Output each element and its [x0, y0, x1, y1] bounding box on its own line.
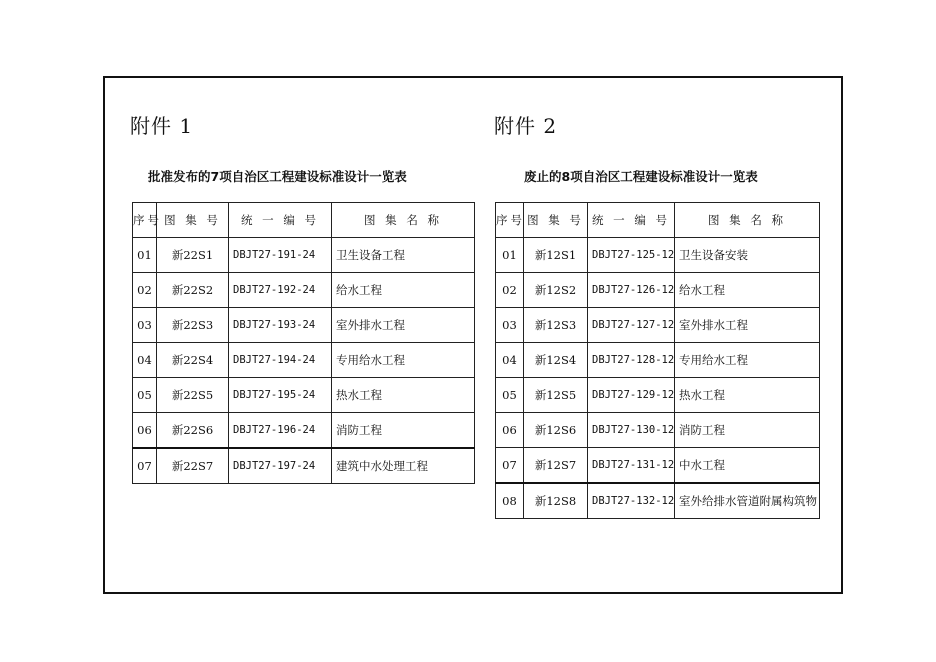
- header-atlas-name: 图 集 名 称: [332, 203, 475, 238]
- table-row: [496, 378, 820, 413]
- appendix-2-section: [494, 112, 817, 508]
- cell-atlas-name: 卫生设备安装: [675, 238, 820, 273]
- table-header-row: [496, 203, 820, 238]
- cell-atlas-name: 中水工程: [675, 448, 820, 484]
- cell-atlas-no: 新12S5: [524, 378, 588, 413]
- cell-seq: 03: [496, 308, 524, 343]
- table-row: [496, 483, 820, 519]
- cell-unified-no: DBJT27-192-24: [229, 273, 332, 308]
- cell-atlas-no: 新22S3: [157, 308, 229, 343]
- table-header-row: [133, 203, 475, 238]
- cell-seq: 01: [496, 238, 524, 273]
- cell-unified-no: DBJT27-197-24: [229, 448, 332, 484]
- cell-atlas-no: 新12S3: [524, 308, 588, 343]
- cell-atlas-no: 新12S1: [524, 238, 588, 273]
- cell-atlas-name: 热水工程: [332, 378, 475, 413]
- cell-atlas-no: 新12S6: [524, 413, 588, 448]
- cell-unified-no: DBJT27-132-12: [588, 483, 675, 519]
- appendix-2-table-title: 废止的8项自治区工程建设标准设计一览表: [524, 169, 758, 184]
- cell-atlas-no: 新12S8: [524, 483, 588, 519]
- cell-atlas-name: 专用给水工程: [332, 343, 475, 378]
- cell-unified-no: DBJT27-131-12: [588, 448, 675, 484]
- cell-atlas-name: 消防工程: [675, 413, 820, 448]
- appendix-1-heading: 附件 1: [130, 114, 194, 138]
- header-unified-no: 统 一 编 号: [229, 203, 332, 238]
- cell-atlas-no: 新12S2: [524, 273, 588, 308]
- cell-seq: 06: [133, 413, 157, 449]
- appendix-1-section: [130, 112, 442, 473]
- cell-atlas-name: 热水工程: [675, 378, 820, 413]
- cell-seq: 04: [496, 343, 524, 378]
- cell-seq: 04: [133, 343, 157, 378]
- cell-seq: 05: [496, 378, 524, 413]
- cell-atlas-name: 消防工程: [332, 413, 475, 449]
- table-row: [496, 238, 820, 273]
- cell-seq: 05: [133, 378, 157, 413]
- table-row: [133, 273, 475, 308]
- cell-seq: 07: [496, 448, 524, 484]
- cell-atlas-name: 室外给排水管道附属构筑物: [675, 483, 820, 519]
- cell-atlas-name: 卫生设备工程: [332, 238, 475, 273]
- appendix-1-table-title: 批准发布的7项自治区工程建设标准设计一览表: [148, 169, 407, 184]
- header-seq: 序号: [133, 203, 157, 238]
- appendix-2-heading: 附件 2: [494, 114, 558, 138]
- cell-unified-no: DBJT27-191-24: [229, 238, 332, 273]
- cell-seq: 06: [496, 413, 524, 448]
- header-atlas-no: 图 集 号: [524, 203, 588, 238]
- cell-seq: 02: [496, 273, 524, 308]
- cell-atlas-no: 新12S7: [524, 448, 588, 484]
- cell-unified-no: DBJT27-194-24: [229, 343, 332, 378]
- cell-unified-no: DBJT27-195-24: [229, 378, 332, 413]
- cell-atlas-name: 室外排水工程: [675, 308, 820, 343]
- cell-seq: 02: [133, 273, 157, 308]
- cell-unified-no: DBJT27-130-12: [588, 413, 675, 448]
- table-row: [496, 343, 820, 378]
- cell-atlas-no: 新22S7: [157, 448, 229, 484]
- cell-atlas-name: 室外排水工程: [332, 308, 475, 343]
- table-row: [133, 448, 475, 484]
- header-seq: 序号: [496, 203, 524, 238]
- header-atlas-no: 图 集 号: [157, 203, 229, 238]
- cell-atlas-no: 新22S2: [157, 273, 229, 308]
- cell-unified-no: DBJT27-128-12: [588, 343, 675, 378]
- cell-unified-no: DBJT27-196-24: [229, 413, 332, 449]
- cell-seq: 08: [496, 483, 524, 519]
- table-row: [496, 413, 820, 448]
- cell-atlas-name: 专用给水工程: [675, 343, 820, 378]
- cell-unified-no: DBJT27-127-12: [588, 308, 675, 343]
- cell-atlas-no: 新12S4: [524, 343, 588, 378]
- table-row: [496, 448, 820, 484]
- table-row: [133, 238, 475, 273]
- table-row: [133, 308, 475, 343]
- cell-atlas-name: 给水工程: [332, 273, 475, 308]
- cell-unified-no: DBJT27-125-12: [588, 238, 675, 273]
- cell-seq: 03: [133, 308, 157, 343]
- cell-unified-no: DBJT27-193-24: [229, 308, 332, 343]
- cell-atlas-no: 新22S4: [157, 343, 229, 378]
- cell-unified-no: DBJT27-126-12: [588, 273, 675, 308]
- cell-unified-no: DBJT27-129-12: [588, 378, 675, 413]
- table-row: [133, 343, 475, 378]
- appendix-2-table: [495, 202, 820, 519]
- cell-atlas-name: 给水工程: [675, 273, 820, 308]
- table-row: [133, 378, 475, 413]
- cell-seq: 01: [133, 238, 157, 273]
- cell-seq: 07: [133, 448, 157, 484]
- header-atlas-name: 图 集 名 称: [675, 203, 820, 238]
- cell-atlas-no: 新22S6: [157, 413, 229, 449]
- cell-atlas-no: 新22S5: [157, 378, 229, 413]
- table-row: [496, 273, 820, 308]
- cell-atlas-no: 新22S1: [157, 238, 229, 273]
- header-unified-no: 统 一 编 号: [588, 203, 675, 238]
- table-row: [496, 308, 820, 343]
- table-row: [133, 413, 475, 449]
- cell-atlas-name: 建筑中水处理工程: [332, 448, 475, 484]
- appendix-1-table: [132, 202, 475, 484]
